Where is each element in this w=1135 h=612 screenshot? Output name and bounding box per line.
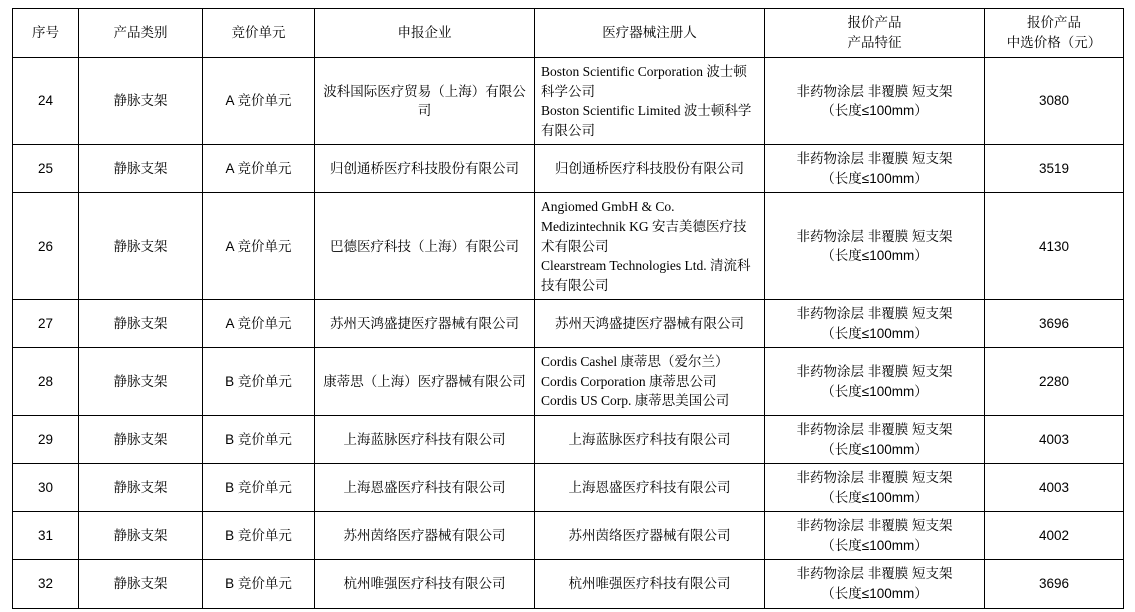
cell-registrant bbox=[535, 348, 765, 416]
table-row bbox=[13, 560, 1124, 608]
product-feature-line1: 非药物涂层 非覆膜 短支架 bbox=[796, 228, 953, 244]
header-selected-price-line2: 中选价格（元） bbox=[1006, 35, 1102, 50]
registrant-line: Angiomed GmbH & Co. Medizintechnik KG 安吉美德医疗技术有限公司 bbox=[541, 199, 747, 254]
cell-product-feature bbox=[765, 512, 985, 560]
cell-product-feature bbox=[765, 145, 985, 193]
cell-company: 杭州唯强医疗科技有限公司 bbox=[315, 560, 535, 608]
cell-company: 上海蓝脉医疗科技有限公司 bbox=[315, 416, 535, 464]
registrant-line: 上海蓝脉医疗科技有限公司 bbox=[568, 431, 731, 447]
registrant-line: 上海恩盛医疗科技有限公司 bbox=[568, 479, 731, 495]
cell-registrant bbox=[535, 145, 765, 193]
cell-registrant bbox=[535, 560, 765, 608]
cell-seq: 29 bbox=[13, 416, 79, 464]
header-product-feature bbox=[765, 9, 985, 58]
product-feature-line2: （长度≤100mm） bbox=[821, 585, 928, 601]
table-row bbox=[13, 348, 1124, 416]
cell-category: 静脉支架 bbox=[79, 560, 203, 608]
cell-company: 波科国际医疗贸易（上海）有限公司 bbox=[315, 58, 535, 145]
product-feature-line1: 非药物涂层 非覆膜 短支架 bbox=[796, 518, 953, 534]
product-feature-line2: （长度≤100mm） bbox=[821, 537, 928, 553]
product-feature-line1: 非药物涂层 非覆膜 短支架 bbox=[796, 470, 953, 486]
cell-unit: B 竞价单元 bbox=[203, 464, 315, 512]
cell-unit: B 竞价单元 bbox=[203, 416, 315, 464]
registrant-line: Boston Scientific Limited 波士顿科学有限公司 bbox=[541, 103, 752, 138]
cell-selected-price: 4130 bbox=[985, 193, 1124, 300]
cell-category: 静脉支架 bbox=[79, 58, 203, 145]
cell-registrant bbox=[535, 300, 765, 348]
header-selected-price bbox=[985, 9, 1124, 58]
product-feature-line1: 非药物涂层 非覆膜 短支架 bbox=[796, 364, 953, 380]
registrant-line: 苏州茵络医疗器械有限公司 bbox=[568, 528, 731, 544]
product-feature-line1: 非药物涂层 非覆膜 短支架 bbox=[796, 306, 953, 322]
cell-selected-price: 4002 bbox=[985, 512, 1124, 560]
table-row bbox=[13, 145, 1124, 193]
table-row bbox=[13, 512, 1124, 560]
header-unit: 竞价单元 bbox=[203, 9, 315, 58]
product-feature-line1: 非药物涂层 非覆膜 短支架 bbox=[796, 422, 953, 437]
product-feature-line2: （长度≤100mm） bbox=[821, 441, 928, 457]
product-feature-line1: 非药物涂层 非覆膜 短支架 bbox=[796, 151, 953, 167]
cell-category: 静脉支架 bbox=[79, 416, 203, 464]
product-feature-line2: （长度≤100mm） bbox=[821, 170, 928, 186]
registrant-line: 杭州唯强医疗科技有限公司 bbox=[568, 576, 731, 592]
cell-selected-price: 4003 bbox=[985, 416, 1124, 464]
cell-product-feature bbox=[765, 464, 985, 512]
product-feature-line2: （长度≤100mm） bbox=[821, 248, 928, 264]
cell-unit: A 竞价单元 bbox=[203, 145, 315, 193]
cell-unit: B 竞价单元 bbox=[203, 560, 315, 608]
cell-company: 康蒂思（上海）医疗器械有限公司 bbox=[315, 348, 535, 416]
registrant-line: Clearstream Technologies Ltd. 清流科技有限公司 bbox=[541, 258, 751, 293]
cell-seq: 28 bbox=[13, 348, 79, 416]
document-sheet bbox=[12, 8, 1123, 609]
cell-seq: 30 bbox=[13, 464, 79, 512]
cell-product-feature bbox=[765, 300, 985, 348]
product-feature-line1: 非药物涂层 非覆膜 短支架 bbox=[796, 566, 953, 582]
table-row bbox=[13, 300, 1124, 348]
cell-selected-price: 3696 bbox=[985, 560, 1124, 608]
registrant-line: Cordis US Corp. 康蒂思美国公司 bbox=[541, 393, 730, 409]
bid-results-table bbox=[12, 8, 1124, 609]
table-header-row bbox=[13, 9, 1124, 58]
cell-category: 静脉支架 bbox=[79, 512, 203, 560]
cell-registrant bbox=[535, 416, 765, 464]
cell-company: 上海恩盛医疗科技有限公司 bbox=[315, 464, 535, 512]
cell-unit: A 竞价单元 bbox=[203, 300, 315, 348]
cell-unit: A 竞价单元 bbox=[203, 58, 315, 145]
registrant-line: 归创通桥医疗科技股份有限公司 bbox=[555, 161, 744, 177]
product-feature-line2: （长度≤100mm） bbox=[821, 383, 928, 399]
header-registrant: 医疗器械注册人 bbox=[535, 9, 765, 58]
table-row bbox=[13, 58, 1124, 145]
product-feature-line2: （长度≤100mm） bbox=[821, 489, 928, 505]
cell-registrant bbox=[535, 464, 765, 512]
cell-company: 归创通桥医疗科技股份有限公司 bbox=[315, 145, 535, 193]
cell-product-feature bbox=[765, 560, 985, 608]
cell-product-feature bbox=[765, 193, 985, 300]
cell-category: 静脉支架 bbox=[79, 348, 203, 416]
product-feature-line2: （长度≤100mm） bbox=[821, 103, 928, 119]
cell-registrant bbox=[535, 193, 765, 300]
header-product-feature-line1: 报价产品 bbox=[847, 15, 902, 31]
table-row bbox=[13, 193, 1124, 300]
cell-unit: B 竞价单元 bbox=[203, 348, 315, 416]
table-row bbox=[13, 416, 1124, 464]
cell-seq: 25 bbox=[13, 145, 79, 193]
cell-selected-price: 3519 bbox=[985, 145, 1124, 193]
header-selected-price-line1: 报价产品 bbox=[1027, 15, 1081, 31]
product-feature-line2: （长度≤100mm） bbox=[821, 325, 928, 341]
cell-company: 苏州茵络医疗器械有限公司 bbox=[315, 512, 535, 560]
registrant-line: Cordis Cashel 康蒂思（爱尔兰） bbox=[541, 354, 729, 370]
cell-company: 苏州天鸿盛捷医疗器械有限公司 bbox=[315, 300, 535, 348]
cell-company: 巴德医疗科技（上海）有限公司 bbox=[315, 193, 535, 300]
cell-selected-price: 4003 bbox=[985, 464, 1124, 512]
cell-selected-price: 3080 bbox=[985, 58, 1124, 145]
registrant-line: Boston Scientific Corporation 波士顿科学公司 bbox=[541, 64, 747, 99]
cell-registrant bbox=[535, 512, 765, 560]
product-feature-line1: 非药物涂层 非覆膜 短支架 bbox=[796, 83, 953, 99]
cell-product-feature bbox=[765, 348, 985, 416]
cell-seq: 26 bbox=[13, 193, 79, 300]
cell-product-feature bbox=[765, 58, 985, 145]
cell-unit: B 竞价单元 bbox=[203, 512, 315, 560]
cell-registrant bbox=[535, 58, 765, 145]
cell-seq: 32 bbox=[13, 560, 79, 608]
table-body bbox=[13, 58, 1124, 609]
cell-unit: A 竞价单元 bbox=[203, 193, 315, 300]
cell-selected-price: 3696 bbox=[985, 300, 1124, 348]
cell-category: 静脉支架 bbox=[79, 464, 203, 512]
registrant-line: 苏州天鸿盛捷医疗器械有限公司 bbox=[555, 315, 744, 331]
cell-category: 静脉支架 bbox=[79, 193, 203, 300]
header-category: 产品类别 bbox=[79, 9, 203, 58]
cell-category: 静脉支架 bbox=[79, 145, 203, 193]
table-row bbox=[13, 464, 1124, 512]
cell-category: 静脉支架 bbox=[79, 300, 203, 348]
cell-seq: 27 bbox=[13, 300, 79, 348]
header-seq: 序号 bbox=[13, 9, 79, 58]
cell-product-feature bbox=[765, 416, 985, 464]
cell-selected-price: 2280 bbox=[985, 348, 1124, 416]
header-company: 申报企业 bbox=[315, 9, 535, 58]
registrant-line: Cordis Corporation 康蒂思公司 bbox=[541, 373, 717, 389]
header-product-feature-line2: 产品特征 bbox=[847, 35, 902, 50]
cell-seq: 24 bbox=[13, 58, 79, 145]
cell-seq: 31 bbox=[13, 512, 79, 560]
